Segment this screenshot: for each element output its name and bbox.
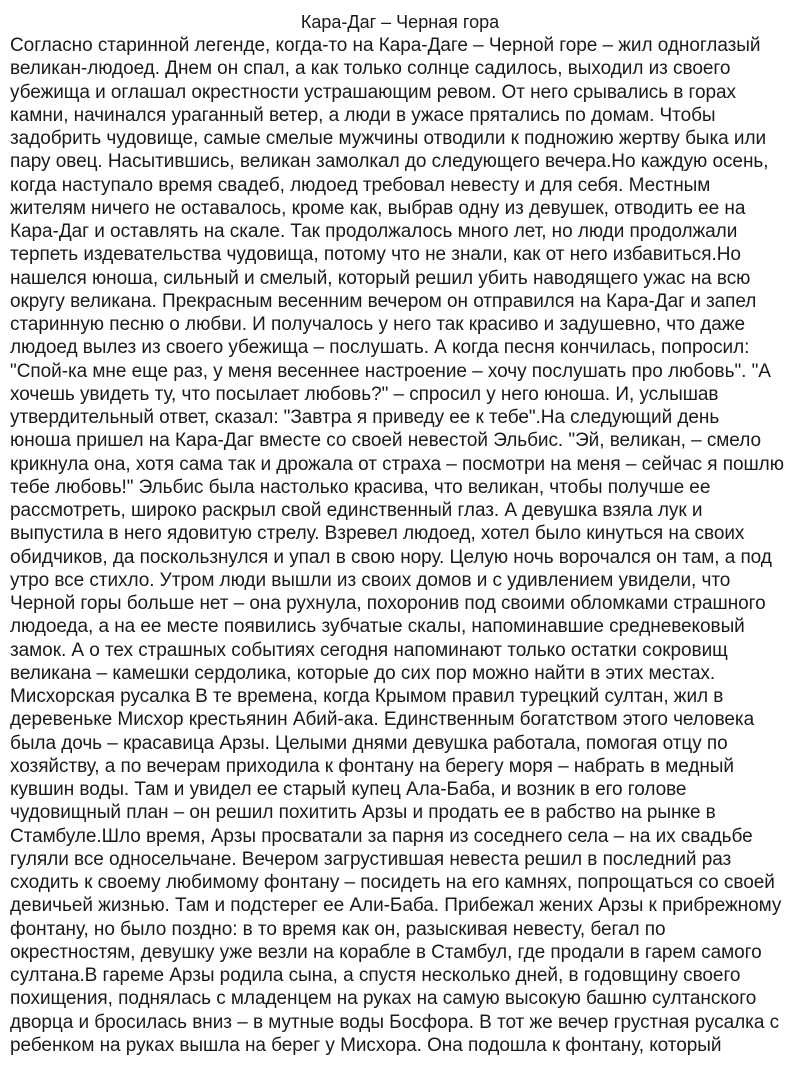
document-title: Кара-Даг – Черная гора: [300, 12, 500, 32]
text-line: деревеньке Мисхор крестьянин Абий-ака. Единственным богатством этого человека: [10, 709, 755, 731]
text-line: нашелся юноша, сильный и смелый, который решил убить наводящего ужас на всю: [10, 267, 751, 289]
text-line: выпустила в него ядовитую стрелу. Взревел людоед, хотел было кинуться на своих: [10, 523, 745, 545]
text-line: крикнула она, хотя сама так и дрожала от страха – посмотри на меня – сейчас я пошлю: [10, 453, 784, 475]
text-line: Черной горы больше нет – она рухнула, похоронив под своими обломками страшного: [10, 593, 766, 614]
text-line: Согласно старинной легенде, когда-то на Кара-Даге – Черной горе – жил одноглазый: [10, 35, 761, 56]
text-line: когда наступало время свадеб, людоед требовал невесту и для себя. Местным: [10, 174, 711, 196]
text-line: терпеть издевательства чудовища, потому что не знали, как от него избавиться.Но: [10, 244, 741, 266]
text-line: юноша пришел на Кара-Даг вместе со своей невестой Эльбис. "Эй, великан, – смело: [10, 430, 761, 452]
text-line: убежища и оглашал окрестности устрашающим ревом. От него срывались в горах: [10, 81, 736, 103]
text-line: чудовищный план – он решил похитить Арзы и продать ее в рабство на рынке в: [10, 802, 716, 824]
text-line: девичьей жизнью. Там и подстерег ее Али-Баба. Прибежал жених Арзы к прибрежному: [10, 895, 782, 917]
text-line: сходить к своему любимому фонтану – посидеть на его камнях, попрощаться со своей: [10, 872, 775, 893]
text-line: Кара-Даг и оставлять на скале. Так продолжалось много лет, но люди продолжали: [10, 221, 738, 242]
text-line: округу великана. Прекрасным весенним вечером он отправился на Кара-Даг и запел: [10, 290, 757, 312]
text-line: великан-людоед. Днем он спал, а как только солнце садилось, выходил из своего: [10, 58, 731, 80]
text-line: ребенком на руках вышла на берег у Мисхора. Она подошла к фонтану, который: [10, 1034, 722, 1056]
text-line: пару овец. Насытившись, великан замолкал до следующего вечера.Но каждую осень,: [10, 151, 769, 173]
text-line: "Спой-ка мне еще раз, у меня весеннее настроение – хочу послушать про любовь". "А: [10, 360, 771, 382]
text-line: людоеда, а на ее месте появились зубчатые скалы, напоминавшие средневековый: [10, 616, 745, 638]
text-line: старинную песню о любви. И получалось у него так красиво и задушевно, что даже: [10, 314, 745, 335]
text-line: хочешь увидеть ту, что посылает любовь?" – спросил у него юноша. И, услышав: [10, 383, 719, 405]
text-line: людоед вылез из своего убежища – послушать. А когда песня кончилась, попросил:: [10, 337, 750, 359]
document-body: [10, 34, 800, 1057]
text-line: тебе любовь!" Эльбис была настолько красива, что великан, чтобы получше ее: [10, 476, 711, 498]
text-line: великана – камешки сердолика, которые до сих пор можно найти в этих местах.: [10, 662, 716, 684]
text-line: фонтану, но было поздно: в то время как он, разыскивая невесту, бегал по: [10, 918, 666, 940]
text-line: султана.В гареме Арзы родила сына, а спустя несколько дней, в годовщину своего: [10, 965, 741, 986]
text-line: обидчиков, да поскользнулся и упал в свою нору. Целую ночь ворочался он там, а под: [10, 546, 772, 568]
text-line: рассмотреть, широко раскрыл свой единственный глаз. А девушка взяла лук и: [10, 500, 703, 521]
text-line: гуляли все односельчане. Вечером загрустившая невеста решил в последний раз: [10, 848, 732, 870]
text-line: камни, начинался ураганный ветер, а люди в ужасе прятались по домам. Чтобы: [10, 104, 716, 126]
text-line: окрестностям, девушку уже везли на корабле в Стамбул, где продали в гарем самого: [10, 941, 762, 963]
text-line: задобрить чудовище, самые смелые мужчины отводили к подножию жертву быка или: [10, 128, 767, 149]
text-line: утро все стихло. Утром люди вышли из своих домов и с удивлением увидели, что: [10, 569, 731, 591]
text-line: хозяйству, а по вечерам приходила к фонтану на берегу моря – набрать в медный: [10, 755, 734, 777]
text-line: Мисхорская русалка В те времена, когда Крымом правил турецкий султан, жил в: [10, 686, 724, 707]
text-line: дворца и бросилась вниз – в мутные воды Босфора. В тот же вечер грустная русалка с: [10, 1011, 780, 1033]
text-line: кувшин воды. Там и увидел ее старый купец Ала-Баба, и возник в его голове: [10, 779, 687, 800]
text-line: была дочь – красавица Арзы. Целыми днями девушка работала, помогая отцу по: [10, 732, 728, 754]
text-line: Стамбуле.Шло время, Арзы просватали за парня из соседнего села – на их свадьбе: [10, 825, 753, 847]
text-line: утвердительный ответ, сказал: "Завтра я приведу ее к тебе".На следующий день: [10, 407, 720, 428]
text-line: жителям ничего не оставалось, кроме как, выбрав одну из девушек, отводить ее на: [10, 197, 746, 219]
text-line: похищения, поднялась с младенцем на руках на самую высокую башню султанского: [10, 988, 757, 1010]
text-line: замок. А о тех страшных событиях сегодня напоминают только остатки сокровищ: [10, 639, 728, 661]
